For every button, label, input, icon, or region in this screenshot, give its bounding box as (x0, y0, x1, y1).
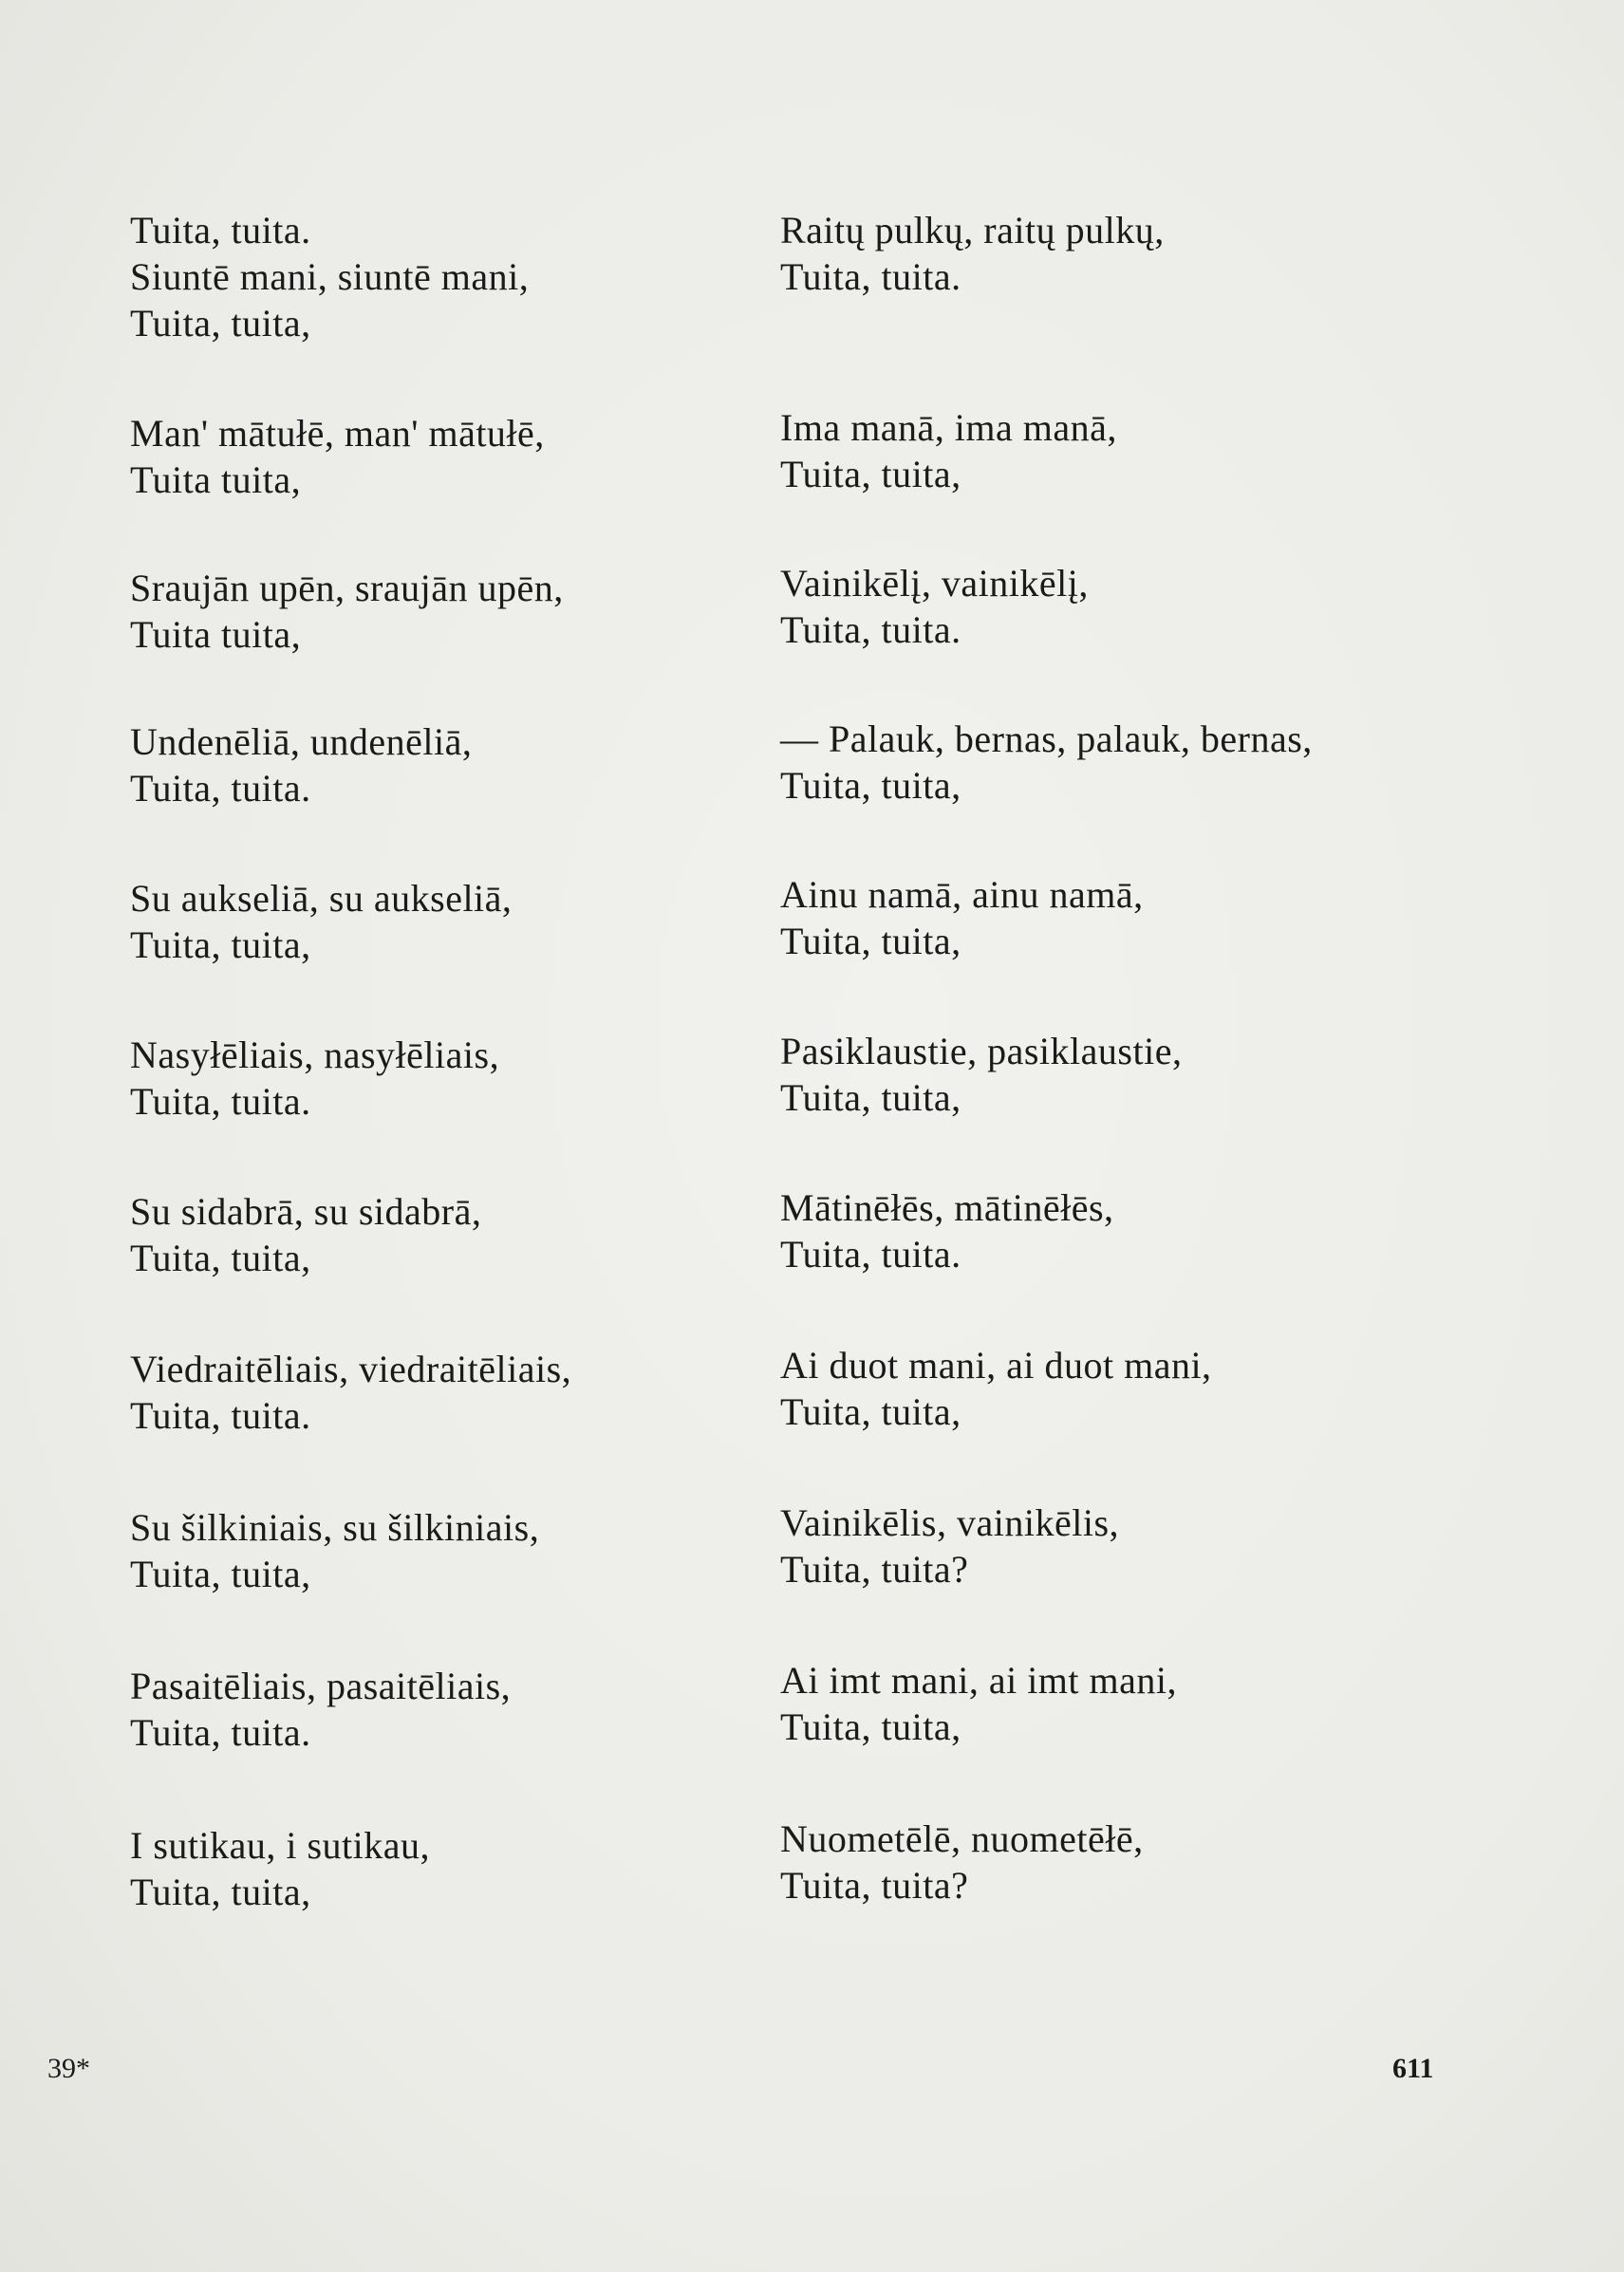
verse-line: Tuita, tuita, (130, 1237, 311, 1279)
stanza (780, 1184, 1521, 1342)
verse-line: Vainikēlį, vainikēlį, (780, 562, 1089, 605)
stanza (130, 1346, 870, 1504)
verse-line: Tuita tuita, (130, 458, 302, 501)
verse-line: Vainikēlis, vainikēlis, (780, 1501, 1120, 1544)
verse-line: Su aukseliā, su aukseliā, (130, 877, 513, 920)
stanza (780, 207, 1521, 404)
verse-line: Su sidabrā, su sidabrā, (130, 1190, 482, 1233)
verse-line: Tuita, tuita, (780, 920, 961, 962)
verse-line: Ainu namā, ainu namā, (780, 873, 1144, 916)
verse-line: Tuita, tuita. (130, 767, 311, 810)
verse-line: Siuntē mani, siuntē mani, (130, 255, 530, 298)
verse-line: Tuita, tuita, (130, 923, 311, 966)
verse-line: Man' mātułē, man' mātułē, (130, 412, 545, 455)
verse-line: Viedraitēliais, viedraitēliais, (130, 1348, 572, 1390)
verse-line: Pasaitēliais, pasaitēliais, (130, 1665, 512, 1707)
stanza (130, 1663, 870, 1822)
stanza (780, 871, 1521, 1028)
verse-line: Nuometēlē, nuometēłē, (780, 1817, 1144, 1860)
verse-line: Tuita, tuita, (130, 1871, 311, 1913)
right-column (780, 207, 1521, 1972)
verse-line: Ai imt mani, ai imt mani, (780, 1659, 1178, 1702)
stanza (130, 207, 870, 410)
verse-line: Tuita, tuita. (780, 255, 961, 298)
stanza (780, 1342, 1521, 1499)
stanza (130, 875, 870, 1032)
stanza (130, 565, 870, 718)
verse-line: Undenēliā, undenēliā, (130, 720, 473, 763)
verse-line: Tuita, tuita. (130, 209, 311, 251)
stanza (130, 410, 870, 565)
verse-line: Tuita, tuita, (130, 302, 311, 345)
verse-line: Nasyłēliais, nasyłēliais, (130, 1034, 500, 1076)
verse-line: Tuita, tuita, (780, 453, 961, 495)
stanza (780, 1499, 1521, 1657)
stanza (130, 1032, 870, 1188)
verse-line: Tuita, tuita? (780, 1548, 969, 1591)
verse-line: Tuita tuita, (130, 613, 302, 656)
verse-line: Tuita, tuita, (780, 1076, 961, 1119)
stanza (780, 560, 1521, 716)
page-number: 611 (1392, 2053, 1434, 2084)
verse-line: Ima manā, ima manā, (780, 406, 1117, 449)
verse-line: Tuita, tuita. (130, 1394, 311, 1437)
stanza (130, 718, 870, 875)
verse-line: I sutikau, i sutikau, (130, 1824, 431, 1867)
stanza (130, 1822, 870, 1979)
verse-line: Tuita, tuita, (780, 1705, 961, 1748)
verse-line: Tuita, tuita. (130, 1711, 311, 1754)
stanza (780, 1816, 1521, 1972)
verse-line: Raitų pulkų, raitų pulkų, (780, 209, 1165, 251)
stanza (780, 1657, 1521, 1816)
stanza (130, 1504, 870, 1663)
stanza (130, 1188, 870, 1346)
verse-line: Sraujān upēn, sraujān upēn, (130, 567, 564, 609)
stanza (780, 716, 1521, 871)
verse-line: Ai duot mani, ai duot mani, (780, 1344, 1212, 1387)
stanza (780, 404, 1521, 560)
verse-line: — Palauk, bernas, palauk, bernas, (780, 717, 1313, 760)
verse-line: Tuita, tuita. (780, 1233, 961, 1276)
verse-line: Tuita, tuita. (780, 608, 961, 651)
verse-line: Tuita, tuita. (130, 1080, 311, 1123)
verse-line: Pasiklaustie, pasiklaustie, (780, 1030, 1183, 1072)
verse-line: Mātinēłēs, mātinēłēs, (780, 1186, 1114, 1229)
signature-mark: 39* (47, 2053, 90, 2084)
left-column (130, 207, 870, 1979)
stanza (780, 1028, 1521, 1184)
verse-line: Tuita, tuita? (780, 1864, 969, 1907)
verse-line: Su šilkiniais, su šilkiniais, (130, 1506, 540, 1549)
verse-line: Tuita, tuita, (780, 764, 961, 807)
verse-line: Tuita, tuita, (780, 1390, 961, 1433)
verse-line: Tuita, tuita, (130, 1553, 311, 1595)
